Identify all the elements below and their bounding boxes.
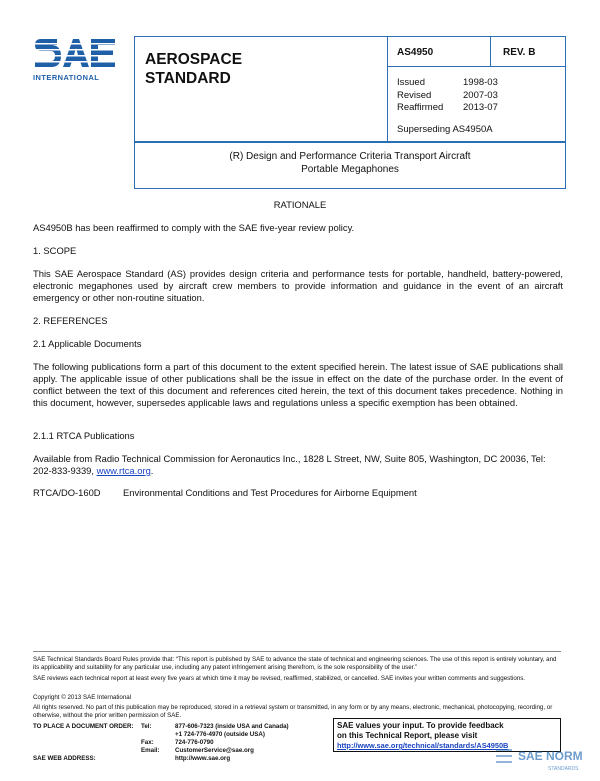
reference-code: RTCA/DO-160D: [33, 487, 101, 498]
standard-type-line1: AEROSPACE: [145, 51, 243, 68]
document-title-line2: Portable Megaphones: [301, 164, 399, 175]
document-number: AS4950: [397, 47, 434, 58]
footer-rights-text: All rights reserved. No part of this publication may be reproduced, stored in a retrieval system or transmitted, in any form or by any means, electronic, mechanical, photocopying, recording, or otherwise, without the prior written permission of SAE.: [33, 704, 553, 719]
footer-rules-text: SAE Technical Standards Board Rules provide that: “This report is published by SAE to advance the state of technical and engineering sciences. The use of this report is entirely voluntary, and its applicability and suitability for any particular use, including any patent infringement arising therefrom, is the sole responsibility of the user.”: [33, 656, 557, 671]
email-label: Email:: [141, 747, 160, 754]
contact-block: [33, 723, 289, 763]
sae-logo-mark: [33, 35, 117, 71]
revised-label: Revised: [397, 89, 432, 101]
order-label: TO PLACE A DOCUMENT ORDER:: [33, 723, 134, 730]
rtca-heading: 2.1.1 RTCA Publications: [33, 430, 135, 441]
reference-entry: [33, 487, 417, 499]
feedback-link[interactable]: http://www.sae.org/technical/standards/AS4950B: [337, 741, 509, 750]
superseding-note: Superseding AS4950A: [397, 124, 493, 135]
document-title: [135, 150, 565, 176]
issued-label: Issued: [397, 77, 425, 88]
document-title-line1: (R) Design and Performance Criteria Transport Aircraft: [229, 151, 471, 162]
tel-inside: 877-606-7323 (inside USA and Canada): [175, 723, 289, 730]
rationale-text: AS4950B has been reaffirmed to comply with the SAE five-year review policy.: [33, 222, 355, 233]
footer-review-text: SAE reviews each technical report at least every five years at which time it may be revised, reaffirmed, stabilized, or cancelled. SAE invites your written comments and suggestions.: [33, 675, 526, 682]
watermark: [490, 740, 600, 776]
standard-type: [145, 50, 375, 88]
rationale-heading: RATIONALE: [273, 199, 327, 210]
watermark-text: SAE NORM: [518, 749, 583, 763]
web-label: SAE WEB ADDRESS:: [33, 755, 96, 762]
rtca-text: [33, 453, 563, 477]
rtca-address: Available from Radio Technical Commission for Aeronautics Inc., 1828 L Street, NW, Suite 805, Washington, DC 20036, Tel: 202-833-9339,: [33, 453, 546, 476]
email-address[interactable]: CustomerService@sae.org: [175, 747, 254, 754]
rtca-link-suffix: .: [150, 465, 154, 476]
fax-number: 724-776-0790: [175, 739, 214, 746]
footer-copyright: Copyright © 2013 SAE International: [33, 694, 132, 701]
feedback-line1: SAE values your input. To provide feedback: [337, 721, 504, 730]
tel-outside: +1 724-776-4970 (outside USA): [175, 731, 265, 738]
scope-heading: 1. SCOPE: [33, 245, 77, 256]
footer-rule: [33, 651, 561, 652]
rtca-link[interactable]: www.rtca.org: [96, 465, 151, 476]
reference-title: Environmental Conditions and Test Procedures for Airborne Equipment: [123, 487, 417, 498]
reaffirmed-label: Reaffirmed: [397, 102, 444, 113]
standard-type-line2: STANDARD: [145, 70, 231, 87]
fax-label: Fax:: [141, 739, 154, 746]
references-heading: 2. REFERENCES: [33, 315, 108, 326]
reaffirmed-date: 2013-07: [463, 102, 498, 113]
tel-label: Tel:: [141, 723, 152, 730]
revised-date: 2007-03: [463, 89, 498, 101]
watermark-subtext: STANDARDS: [548, 766, 579, 772]
document-dates: [397, 77, 498, 115]
applicable-documents-heading: 2.1 Applicable Documents: [33, 338, 142, 349]
header-box: [134, 36, 566, 189]
scope-text: This SAE Aerospace Standard (AS) provides design criteria and performance tests for portable, handheld, battery-powered, electronic megaphones used by aircraft crew members to provide information and guidance in the event of an aircraft emergency or other non-routine situation.: [33, 268, 563, 303]
revision-label: REV. B: [503, 47, 536, 58]
logo-subtitle: INTERNATIONAL: [33, 73, 100, 82]
issued-date: 1998-03: [463, 77, 498, 88]
sae-logo: [33, 35, 117, 82]
web-address[interactable]: http://www.sae.org: [175, 755, 231, 762]
feedback-line2: on this Technical Report, please visit: [337, 731, 478, 740]
applicable-documents-text: The following publications form a part of this document to the extent specified herein. The latest issue of SAE publications shall apply. The applicable issue of other publications shall be the issue in effect on the date of the purchase order. In the event of conflict between the text of this document and references cited herein, the text of this document takes precedence. Nothing in this document, however, supersedes applicable laws and regulations unless a specific exemption has been obtained.: [33, 361, 563, 408]
